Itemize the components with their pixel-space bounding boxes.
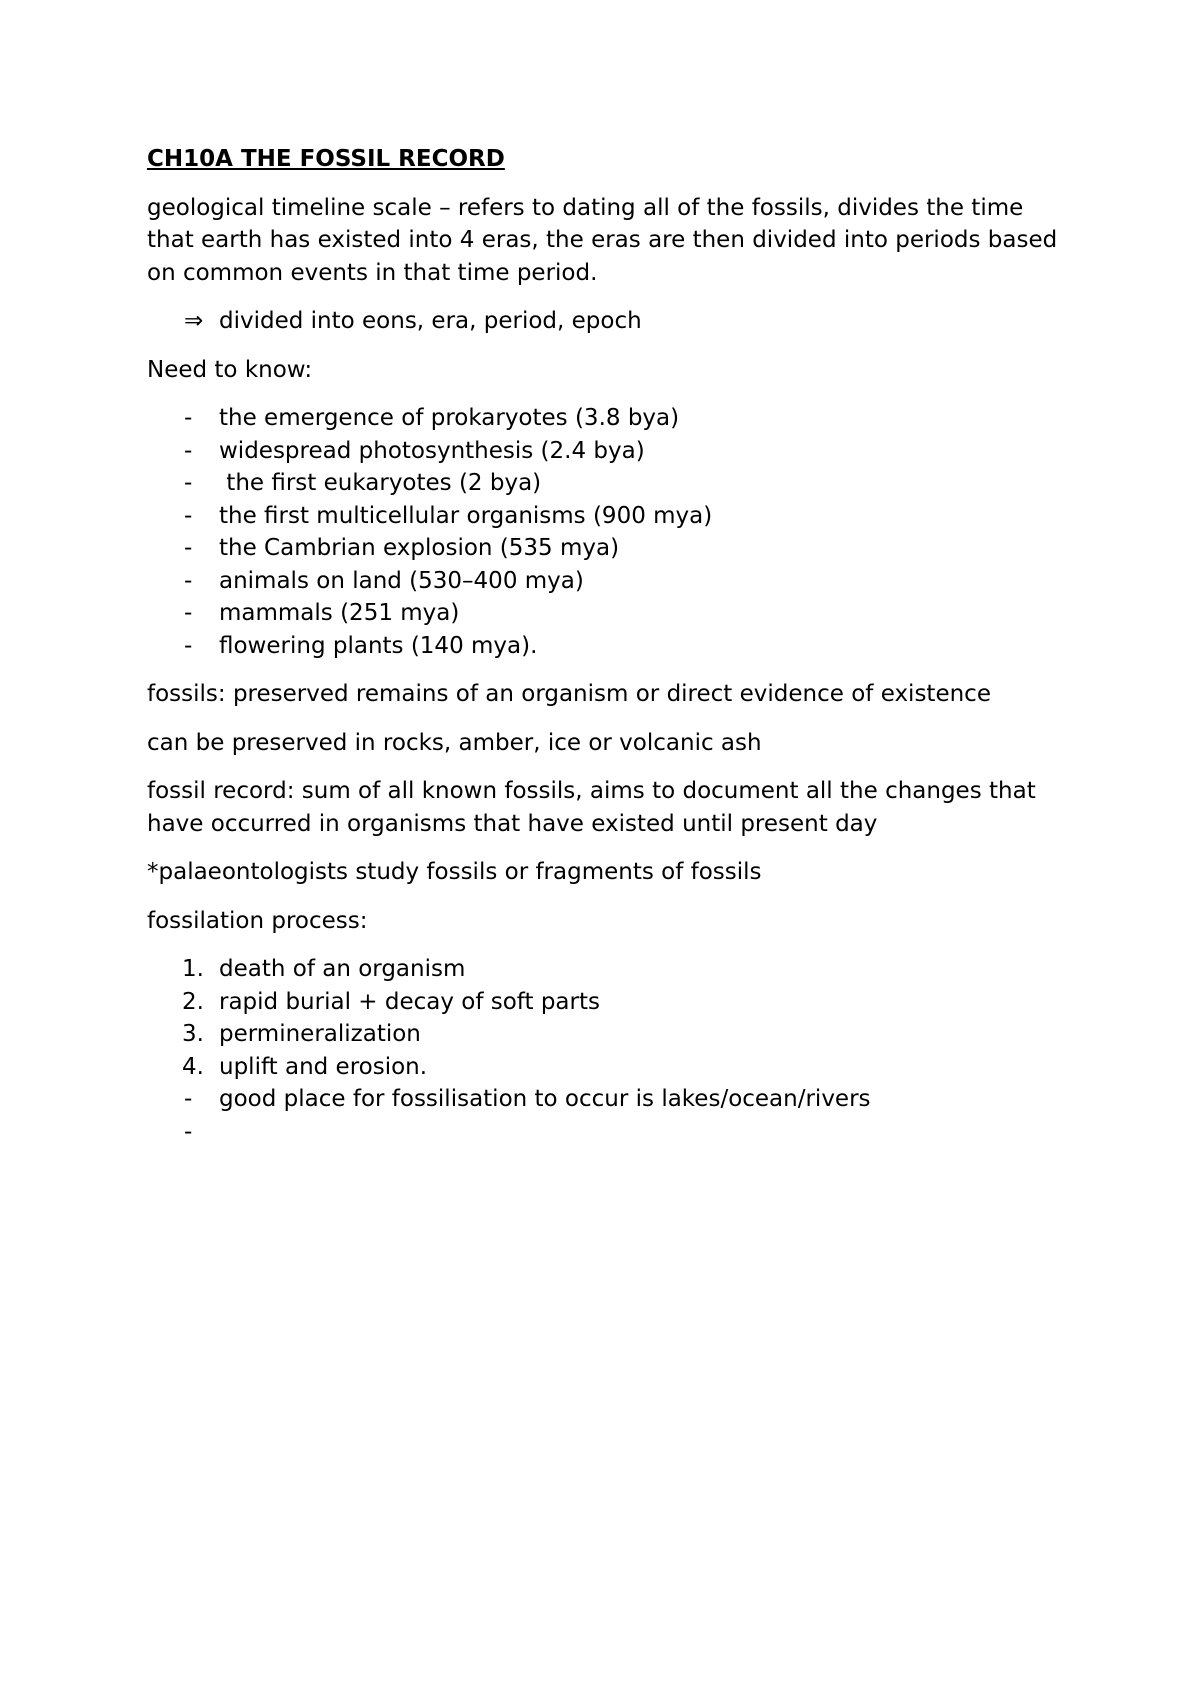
list-item-text: rapid burial + decay of soft parts bbox=[219, 988, 600, 1015]
bullet-dash: - bbox=[184, 405, 193, 431]
list-item bbox=[147, 532, 1067, 565]
fossil-record-definition: fossil record: sum of all known fossils, aims to document all the changes that have occurred in organisms that have existed until present day bbox=[147, 778, 1036, 837]
preserved-in-text: can be preserved in rocks, amber, ice or volcanic ash bbox=[147, 729, 762, 756]
list-item bbox=[147, 1018, 1067, 1051]
need-to-know-label: Need to know: bbox=[147, 356, 313, 383]
arrow-list-item bbox=[147, 305, 1067, 338]
list-item-text: permineralization bbox=[219, 1021, 421, 1047]
list-item bbox=[147, 1051, 1067, 1084]
bullet-dash: - bbox=[184, 535, 193, 561]
list-item-text: the first multicellular organisms (900 mya) bbox=[219, 502, 713, 529]
document-body bbox=[147, 143, 1067, 1164]
bullet-dash: - bbox=[184, 1118, 193, 1145]
step-number: 2. bbox=[182, 988, 204, 1015]
list-item-text: the Cambrian explosion (535 mya) bbox=[219, 535, 620, 561]
list-item bbox=[147, 500, 1067, 533]
bullet-dash: - bbox=[184, 567, 193, 594]
list-item bbox=[147, 1083, 1067, 1116]
document-title: CH10A THE FOSSIL RECORD bbox=[147, 146, 505, 172]
double-arrow-icon: ⇒ bbox=[184, 308, 204, 334]
fossils-definition: fossils: preserved remains of an organism or direct evidence of existence bbox=[147, 681, 991, 707]
list-item bbox=[147, 565, 1067, 598]
list-item-text: uplift and erosion. bbox=[219, 1053, 428, 1080]
list-item bbox=[147, 597, 1067, 630]
step-number: 4. bbox=[182, 1053, 204, 1080]
list-item-text: flowering plants (140 mya). bbox=[219, 632, 538, 659]
list-item-text: death of an organism bbox=[219, 956, 466, 982]
need-to-know-list bbox=[147, 402, 1067, 662]
palaeontologists-note: *palaeontologists study fossils or fragments of fossils bbox=[147, 859, 762, 885]
bullet-dash: - bbox=[184, 470, 193, 496]
bullet-dash: - bbox=[184, 502, 193, 529]
list-item-text: mammals (251 mya) bbox=[219, 600, 460, 626]
list-item bbox=[147, 986, 1067, 1019]
step-number: 1. bbox=[182, 956, 204, 982]
list-item-text: good place for fossilisation to occur is lakes/ocean/rivers bbox=[219, 1086, 871, 1112]
list-item-text: animals on land (530–400 mya) bbox=[219, 567, 584, 594]
list-item bbox=[147, 630, 1067, 663]
bullet-dash: - bbox=[184, 600, 193, 626]
bullet-dash: - bbox=[184, 437, 193, 464]
fossilation-label: fossilation process: bbox=[147, 907, 368, 934]
list-item bbox=[147, 402, 1067, 435]
intro-paragraph: geological timeline scale – refers to dating all of the fossils, divides the time that earth has existed into 4 eras, the eras are then divided into periods based on common events in that time period. bbox=[147, 194, 1058, 286]
list-item bbox=[147, 953, 1067, 986]
list-item-text: the first eukaryotes (2 bya) bbox=[219, 470, 542, 496]
list-item bbox=[147, 435, 1067, 468]
fossilation-steps-list bbox=[147, 953, 1067, 1148]
bullet-dash: - bbox=[184, 632, 193, 659]
bullet-dash: - bbox=[184, 1086, 193, 1112]
list-item-text: widespread photosynthesis (2.4 bya) bbox=[219, 437, 645, 464]
step-number: 3. bbox=[182, 1021, 204, 1047]
arrow-list bbox=[147, 305, 1067, 338]
list-item-text: the emergence of prokaryotes (3.8 bya) bbox=[219, 405, 680, 431]
arrow-item-text: divided into eons, era, period, epoch bbox=[219, 308, 642, 334]
list-item bbox=[147, 1116, 1067, 1149]
list-item bbox=[147, 467, 1067, 500]
